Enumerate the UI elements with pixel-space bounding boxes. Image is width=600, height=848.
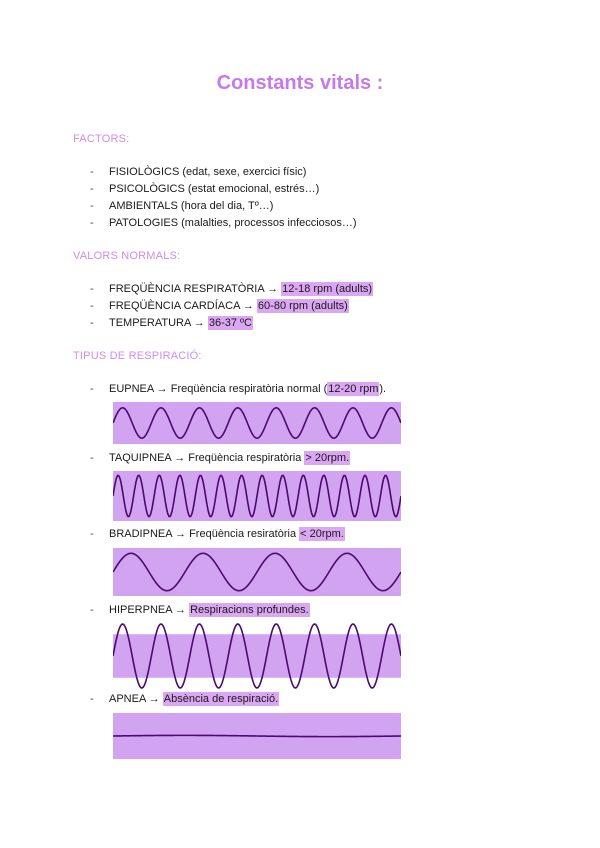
- wave-svg: [113, 471, 401, 521]
- hiperpnea-wave-diagram: [113, 622, 401, 690]
- breathing-type-apnea: [90, 691, 279, 708]
- wave-background-band: [113, 634, 401, 678]
- bullet-dash: -: [90, 693, 94, 705]
- value-label: FREQÜÈNCIA RESPIRATÒRIA →: [109, 283, 279, 295]
- breathing-label: APNEA →: [109, 693, 163, 705]
- eupnea-wave-diagram: [113, 402, 401, 444]
- list-item: [90, 181, 357, 198]
- highlighted-value: 12-20 rpm: [328, 383, 379, 395]
- breathing-type-hiperpnea: [90, 602, 310, 619]
- highlighted-value: Respiracions profundes.: [190, 604, 309, 616]
- highlighted-value: 36-37 ºC: [208, 317, 252, 329]
- breathing-suffix: ).: [379, 383, 387, 395]
- bullet-dash: -: [90, 317, 94, 329]
- list-item: [90, 281, 373, 298]
- list-item: [90, 164, 357, 181]
- value-label: TEMPERATURA →: [109, 317, 205, 329]
- factors-list: [90, 164, 357, 232]
- list-item: [90, 526, 345, 543]
- breathing-label: TAQUIPNEA → Freqüència respiratòria: [109, 452, 305, 464]
- breathing-label: EUPNEA → Freqüència respiratòria normal (: [109, 383, 328, 395]
- highlighted-value: > 20rpm.: [305, 452, 350, 464]
- highlighted-value: Absència de respiració.: [163, 693, 279, 705]
- normal-values-list: [90, 281, 373, 332]
- factor-text: PATOLOGIES (malalties, processos infecciosos…): [109, 217, 357, 229]
- wave-svg: [113, 548, 401, 596]
- bullet-dash: -: [90, 166, 94, 178]
- list-item: [90, 691, 279, 708]
- bullet-dash: -: [90, 200, 94, 212]
- highlighted-value: < 20rpm.: [300, 528, 344, 540]
- taquipnea-wave-diagram: [113, 471, 401, 521]
- factor-text: FISIOLÒGICS (edat, sexe, exercici físic): [109, 166, 307, 178]
- breathing-label: BRADIPNEA → Freqüència resiratòria: [109, 528, 300, 540]
- apnea-wave-diagram: [113, 713, 401, 759]
- breathing-type-eupnea: [90, 381, 386, 398]
- list-item: [90, 602, 310, 619]
- breathing-type-taquipnea: [90, 450, 350, 467]
- list-item: [90, 315, 373, 332]
- factors-heading: FACTORS:: [73, 133, 130, 145]
- bullet-dash: -: [90, 452, 94, 464]
- list-item: [90, 381, 386, 398]
- wave-svg: [113, 713, 401, 759]
- factor-text: AMBIENTALS (hora del dia, Tº…): [109, 200, 274, 212]
- normal-values-heading: VALORS NORMALS:: [73, 250, 181, 262]
- bullet-dash: -: [90, 300, 94, 312]
- list-item: [90, 450, 350, 467]
- bullet-dash: -: [90, 283, 94, 295]
- bullet-dash: -: [90, 183, 94, 195]
- page-title: Constants vitals :: [216, 72, 384, 94]
- breathing-label: HIPERPNEA →: [109, 604, 190, 616]
- bullet-dash: -: [90, 383, 94, 395]
- bradipnea-wave-diagram: [113, 548, 401, 596]
- highlighted-value: 60-80 rpm (adults): [257, 300, 348, 312]
- wave-svg: [113, 622, 401, 690]
- list-item: [90, 215, 357, 232]
- bullet-dash: -: [90, 217, 94, 229]
- highlighted-value: 12-18 rpm (adults): [282, 283, 373, 295]
- factor-text: PSICOLÒGICS (estat emocional, estrés…): [109, 183, 320, 195]
- breathing-types-heading: TIPUS DE RESPIRACIÓ:: [73, 350, 202, 362]
- list-item: [90, 298, 373, 315]
- bullet-dash: -: [90, 604, 94, 616]
- wave-svg: [113, 402, 401, 444]
- list-item: [90, 198, 357, 215]
- bullet-dash: -: [90, 528, 94, 540]
- breathing-type-bradipnea: [90, 526, 345, 543]
- value-label: FREQÜÈNCIA CARDÍACA →: [109, 300, 254, 312]
